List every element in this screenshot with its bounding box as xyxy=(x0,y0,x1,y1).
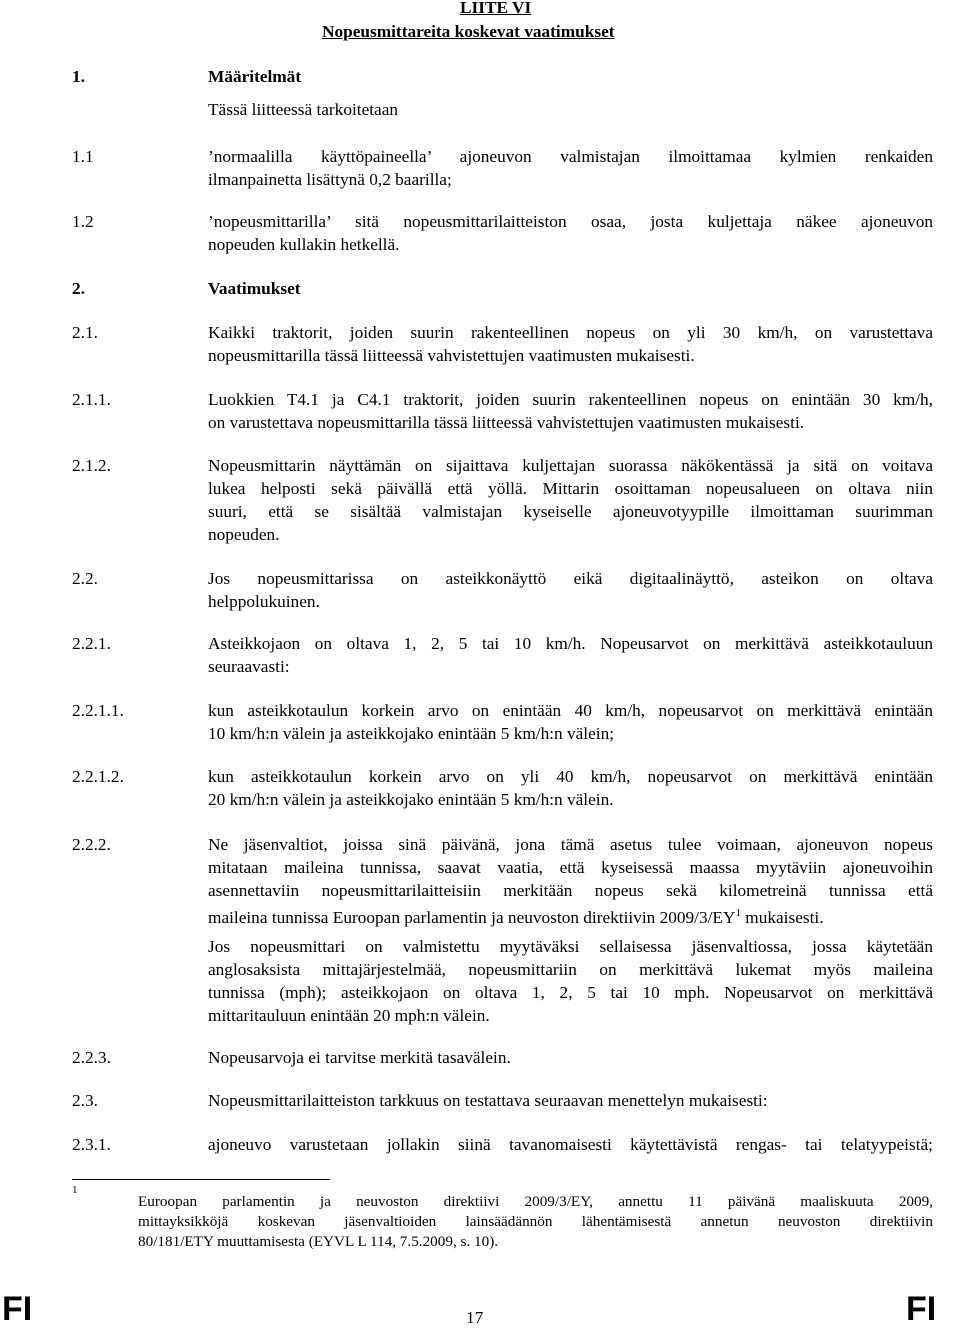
section-number: 1. xyxy=(72,67,85,86)
clause-text-line: 10 km/h:n välein ja asteikkojako enintään 5 km/h:n välein; xyxy=(208,724,615,743)
clause-text-line: mitataan maileina tunnissa, saavat vaatia, että kyseisessä maassa myytäviin ajoneuvoihin xyxy=(208,858,933,877)
clause-text-line: 20 km/h:n välein ja asteikkojako enintään 5 km/h:n välein. xyxy=(208,790,614,809)
clause-number: 2.3. xyxy=(72,1091,98,1110)
footer-language-right: FI xyxy=(906,1290,937,1328)
clause-number: 2.2.3. xyxy=(72,1048,111,1067)
clause-text-line: ’nopeusmittarilla’ sitä nopeusmittarilaitteiston osaa, josta kuljettaja näkee ajoneuvon xyxy=(208,212,933,231)
page-title: Nopeusmittareita koskevat vaatimukset xyxy=(322,22,615,41)
clause-text-line: asennettaviin nopeusmittarilaitteisiin merkitään nopeus sekä kilometreinä tunnissa että xyxy=(208,881,933,900)
clause-text-line: Nopeusarvoja ei tarvitse merkitä tasavälein. xyxy=(208,1048,511,1067)
clause-text-line: Nopeusmittarilaitteiston tarkkuus on testattava seuraavan menettelyn mukaisesti: xyxy=(208,1091,768,1110)
clause-text-line: Ne jäsenvaltiot, joissa sinä päivänä, jona tämä asetus tulee voimaan, ajoneuvon nopeus xyxy=(208,835,933,854)
clause-text-line: ajoneuvo varustetaan jollakin siinä tavanomaisesti käytettävistä rengas- tai telatyypeistä; xyxy=(208,1135,933,1154)
footnote-text-line: mittayksikköjä koskevan jäsenvaltioiden lainsäädännön lähentämisestä annetun neuvoston direktiivin xyxy=(138,1213,933,1230)
clause-number: 1.1 xyxy=(72,147,94,166)
section-number: 2. xyxy=(72,279,85,298)
footnote-reference[interactable]: 1 xyxy=(735,907,741,919)
clause-text-line: nopeusmittarilla tässä liitteessä vahvistettujen vaatimusten mukaisesti. xyxy=(208,346,695,365)
clause-text-line: nopeuden. xyxy=(208,525,280,544)
clause-number: 2.1.2. xyxy=(72,456,111,475)
clause-text-span: maileina tunnissa Euroopan parlamentin ja neuvoston direktiivin 2009/3/EY xyxy=(208,907,736,927)
clause-text-line: mittaritauluun enintään 20 mph:n välein. xyxy=(208,1006,490,1025)
clause-text-line: Luokkien T4.1 ja C4.1 traktorit, joiden suurin rakenteellinen nopeus on enintään 30 km/h, xyxy=(208,390,933,409)
clause-text-line: helppolukuinen. xyxy=(208,592,320,611)
intro-text: Tässä liitteessä tarkoitetaan xyxy=(208,100,399,119)
clause-text-line xyxy=(208,902,933,929)
clause-text-line: tunnissa (mph); asteikkojaon on oltava 1, 2, 5 tai 10 mph. Nopeusarvot on merkittävä xyxy=(208,983,933,1002)
clause-text-line: suuri, että se sisältää valmistajan kyseiselle ajoneuvotyypille ilmoittaman suurimman xyxy=(208,502,933,521)
section-heading: Määritelmät xyxy=(208,67,302,86)
clause-number: 1.2 xyxy=(72,212,94,231)
clause-text-line: ’normaalilla käyttöpaineella’ ajoneuvon valmistajan ilmoittamaa kylmien renkaiden xyxy=(208,147,933,166)
clause-number: 2.1.1. xyxy=(72,390,111,409)
clause-number: 2.3.1. xyxy=(72,1135,111,1154)
footnote-text-line: Euroopan parlamentin ja neuvoston direktiivi 2009/3/EY, annettu 11 päivänä maaliskuuta 2009, xyxy=(138,1193,933,1210)
clause-text-line: Kaikki traktorit, joiden suurin rakenteellinen nopeus on yli 30 km/h, on varustettava xyxy=(208,323,933,342)
clause-text-line: seuraavasti: xyxy=(208,657,290,676)
clause-text-line: kun asteikkotaulun korkein arvo on yli 40 km/h, nopeusarvot on merkittävä enintään xyxy=(208,767,933,786)
section-heading: Vaatimukset xyxy=(208,279,301,298)
clause-text-line: Asteikkojaon on oltava 1, 2, 5 tai 10 km/h. Nopeusarvot on merkittävä asteikkotauluun xyxy=(208,634,933,653)
annex-label: LIITE VI xyxy=(460,0,532,17)
clause-number: 2.2.2. xyxy=(72,835,111,854)
clause-number: 2.2.1. xyxy=(72,634,111,653)
clause-text-line: Nopeusmittarin näyttämän on sijaittava kuljettajan suorassa näkökentässä ja sitä on voitava xyxy=(208,456,933,475)
clause-text-line: anglosaksista mittajärjestelmää, nopeusmittariin on merkittävä lukemat myös maileina xyxy=(208,960,933,979)
clause-text-line: ilmanpainetta lisättynä 0,2 baarilla; xyxy=(208,170,452,189)
clause-text-line: Jos nopeusmittarissa on asteikkonäyttö eikä digitaalinäyttö, asteikon on oltava xyxy=(208,569,933,588)
clause-text-line: nopeuden kullakin hetkellä. xyxy=(208,235,400,254)
clause-number: 2.2. xyxy=(72,569,98,588)
clause-text-line: lukea helposti sekä päivällä että yöllä. Mittarin osoittaman nopeusalueen on oltava niin xyxy=(208,479,933,498)
footer-language-left: FI xyxy=(2,1290,33,1328)
clause-number: 2.1. xyxy=(72,323,98,342)
page-number: 17 xyxy=(466,1308,484,1327)
clause-number: 2.2.1.1. xyxy=(72,701,124,720)
clause-text-line: on varustettava nopeusmittarilla tässä liitteessä vahvistettujen vaatimusten mukaisesti. xyxy=(208,413,805,432)
footnote-text-line: 80/181/ETY muuttamisesta (EYVL L 114, 7.5.2009, s. 10). xyxy=(138,1233,499,1250)
footnote-mark: 1 xyxy=(72,1184,78,1196)
clause-text-line: kun asteikkotaulun korkein arvo on enintään 40 km/h, nopeusarvot on merkittävä enintään xyxy=(208,701,933,720)
clause-text-span: mukaisesti. xyxy=(740,907,824,927)
clause-number: 2.2.1.2. xyxy=(72,767,124,786)
footnote-separator xyxy=(72,1179,330,1180)
clause-text-line: Jos nopeusmittari on valmistettu myytäväksi sellaisessa jäsenvaltiossa, jossa käytetään xyxy=(208,937,933,956)
